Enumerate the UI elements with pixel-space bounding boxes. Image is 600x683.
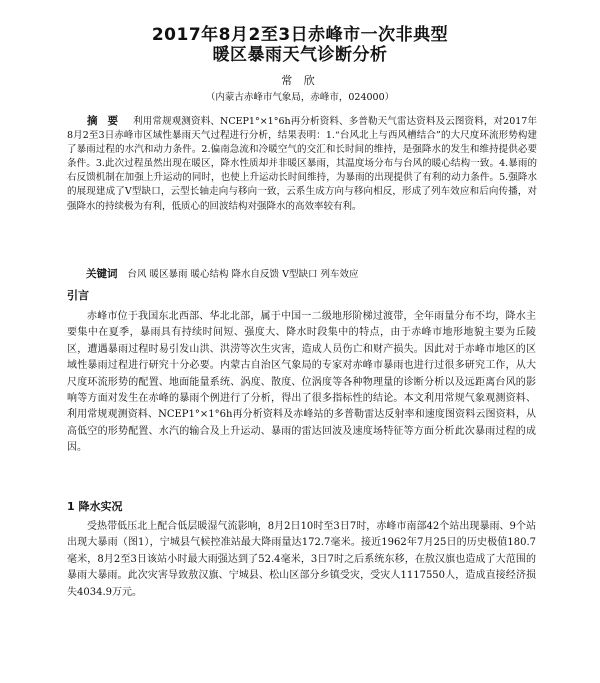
abstract-text: 利用常规观测资料、NCEP1°×1°6h再分析资料、多普勒天气雷达资料及云图资料，对2017年8月2至3日赤峰市区域性暴雨天气过程进行分析，结果表明：1.“台风北上与西风槽结合”的大尺度环流形势构建了暴雨过程的水汽和动力条件。2.偏南急流和冷暖空气的交汇和长时间的维持，是强降水的发生和维持提供必要条件。3.此次过程虽然出现在暖区，降水性质却并非暖区暴雨，其温度场分布与台风的暖心结构一致。4.暴雨的右反馈机制在加强上升运动的同时，也使上升运动长时间维持，为暴雨的出现提供了有利的动力条件。5.强降水的展现建成了V型缺口，云型长轴走向与移向一致，云系生成方向与移向相反，形成了列车效应和后向传播，对强降水的持续极为有利，低质心的回波结构对强降水的高效率较有利。 (67, 116, 538, 212)
keywords-heading: 关键词 (86, 268, 118, 280)
paper-title-line-1: 2017年8月2至3日赤峰市一次非典型 (151, 25, 449, 45)
intro-heading: 引言 (67, 289, 89, 302)
keywords-text: 台风 暖区暴雨 暖心结构 降水自反馈 V型缺口 列车效应 (127, 269, 359, 280)
rainfall-paragraph: 受热带低压北上配合低层暖湿气流影响，8月2日10时至3日7时，赤峰市南部42个站出现暴雨、9个站出现大暴雨（图1），宁城县气候控准站最大降雨量达172.7毫米。接近1962年7月25日的历史极值180.7毫米，8月2至3日该站小时最大雨强达到了52.4毫米，3日7时之后系统东移，在敖汉旗也造成了大范围的暴雨大暴雨。此次灾害导致敖汉旗、宁城县、松山区部分乡镇受灾，受灾人1117550人，造成直接经济损失4034.9万元。 (67, 521, 536, 598)
author-name: 常 欣 (281, 74, 319, 87)
abstract-heading: 摘 要 (87, 115, 122, 127)
author-affiliation: （内蒙古赤峰市气象局，赤峰市，024000） (205, 92, 395, 103)
abstract (67, 114, 537, 214)
keywords (86, 267, 546, 282)
paper-title-line-2: 暖区暴雨天气诊断分析 (212, 45, 388, 65)
intro-paragraph: 赤峰市位于我国东北西部、华北北部，属于中国一二级地形阶梯过渡带，全年雨量分布不均，降水主要集中在夏季，暴雨具有持续时间短、强度大、降水时段集中的特点，由于赤峰市地形地貌主要为丘陵区，遭遇暴雨过程时易引发山洪、洪涝等次生灾害，造成人员伤亡和财产损失。因此对于赤峰市地区的区域性暴雨过程进行研究十分必要。内蒙古自治区气象局的专家对赤峰市暴雨也进行过很多研究工作，从大尺度环流形势的配置、地面能量系统、涡度、散度、位涡度等各种物理量的诊断分析以及远距离台风的影响等方面对发生在赤峰的暴雨个例进行了分析，得出了很多指标性的结论。本文利用常规气象观测资料、利用常规观测资料、NCEP1°×1°6h再分析资料及赤峰站的多普勒雷达反射率和速度图资料云图资料，从高低空的形势配置、水汽的输合及上升运动、暴雨的雷达回波及速度场特征等方面分析此次暴雨过程的成因。 (67, 311, 536, 454)
rainfall-section-heading: 1 降水实况 (67, 500, 123, 513)
